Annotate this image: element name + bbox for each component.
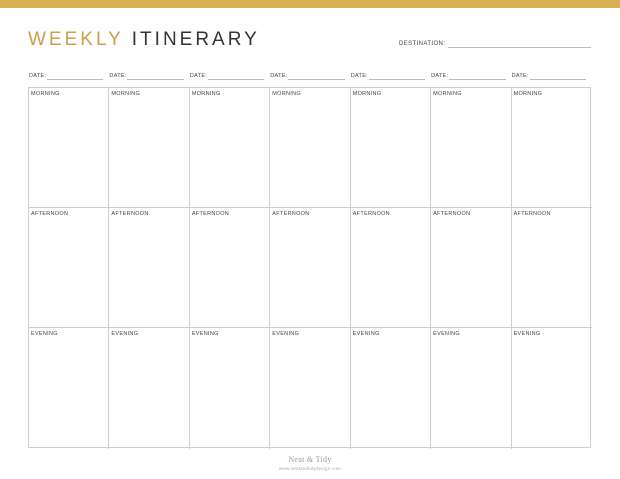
slot-label: AFTERNOON [352, 211, 390, 217]
slot-cell-evening[interactable] [109, 328, 189, 449]
date-row [28, 73, 591, 81]
slot-cell-morning[interactable] [431, 88, 511, 208]
slot-cell-morning[interactable] [109, 88, 189, 208]
destination-field[interactable] [448, 47, 591, 48]
itinerary-grid [28, 87, 591, 448]
slot-cell-morning[interactable] [270, 88, 350, 208]
slot-cell-afternoon[interactable] [351, 208, 431, 328]
slot-cell-evening[interactable] [512, 328, 592, 449]
date-label: DATE: [270, 73, 288, 79]
date-cell [189, 73, 269, 81]
date-field[interactable] [369, 79, 425, 80]
date-field[interactable] [208, 79, 264, 80]
date-label: DATE: [511, 73, 529, 79]
slot-cell-afternoon[interactable] [270, 208, 350, 328]
date-field[interactable] [449, 79, 505, 80]
slot-label: EVENING [111, 331, 139, 337]
top-accent-bar [0, 0, 620, 8]
slot-label: EVENING [31, 331, 58, 337]
page-title [28, 30, 260, 50]
slot-label: MORNING [352, 91, 382, 97]
slot-label: EVENING [433, 331, 460, 337]
brand-logo: Neat & Tidy [288, 455, 332, 464]
date-cell [430, 73, 510, 81]
date-field[interactable] [530, 79, 586, 80]
slot-label: AFTERNOON [191, 211, 230, 217]
destination-label: DESTINATION: [399, 41, 446, 47]
slot-cell-evening[interactable] [29, 328, 109, 449]
slot-cell-afternoon[interactable] [109, 208, 189, 328]
slot-label: AFTERNOON [111, 211, 149, 217]
slot-label: MORNING [272, 91, 301, 97]
slot-cell-evening[interactable] [190, 328, 270, 449]
slot-label: EVENING [513, 331, 541, 337]
title-itinerary: ITINERARY [131, 29, 260, 50]
date-cell [108, 73, 188, 81]
slot-label: EVENING [352, 331, 380, 337]
date-field[interactable] [288, 79, 344, 80]
slot-cell-evening[interactable] [431, 328, 511, 449]
slot-cell-morning[interactable] [351, 88, 431, 208]
slot-cell-afternoon[interactable] [190, 208, 270, 328]
slot-label: EVENING [191, 331, 219, 337]
slot-cell-afternoon[interactable] [29, 208, 109, 328]
date-field[interactable] [127, 79, 183, 80]
slot-label: MORNING [191, 91, 221, 97]
date-cell [511, 73, 591, 81]
slot-cell-evening[interactable] [270, 328, 350, 449]
date-label: DATE: [109, 73, 127, 79]
slot-label: EVENING [272, 331, 300, 337]
date-label: DATE: [29, 73, 47, 79]
slot-cell-morning[interactable] [29, 88, 109, 208]
slot-cell-morning[interactable] [512, 88, 592, 208]
slot-label: MORNING [513, 91, 543, 97]
slot-label: MORNING [433, 91, 462, 97]
slot-label: AFTERNOON [513, 211, 551, 217]
date-cell [350, 73, 430, 81]
slot-cell-afternoon[interactable] [512, 208, 592, 328]
date-label: DATE: [431, 73, 449, 79]
slot-label: MORNING [31, 91, 60, 97]
slot-label: AFTERNOON [272, 211, 310, 217]
slot-cell-morning[interactable] [190, 88, 270, 208]
slot-label: AFTERNOON [31, 211, 69, 217]
title-weekly: WEEKLY [28, 29, 124, 50]
date-field[interactable] [47, 79, 103, 80]
date-cell [269, 73, 349, 81]
slot-label: AFTERNOON [433, 211, 471, 217]
brand-website: www.neatandtidydesign.com [278, 466, 342, 471]
slot-label: MORNING [111, 91, 141, 97]
slot-cell-evening[interactable] [351, 328, 431, 449]
slot-cell-afternoon[interactable] [431, 208, 511, 328]
date-label: DATE: [189, 73, 208, 79]
date-cell [28, 73, 108, 81]
date-label: DATE: [350, 73, 368, 79]
